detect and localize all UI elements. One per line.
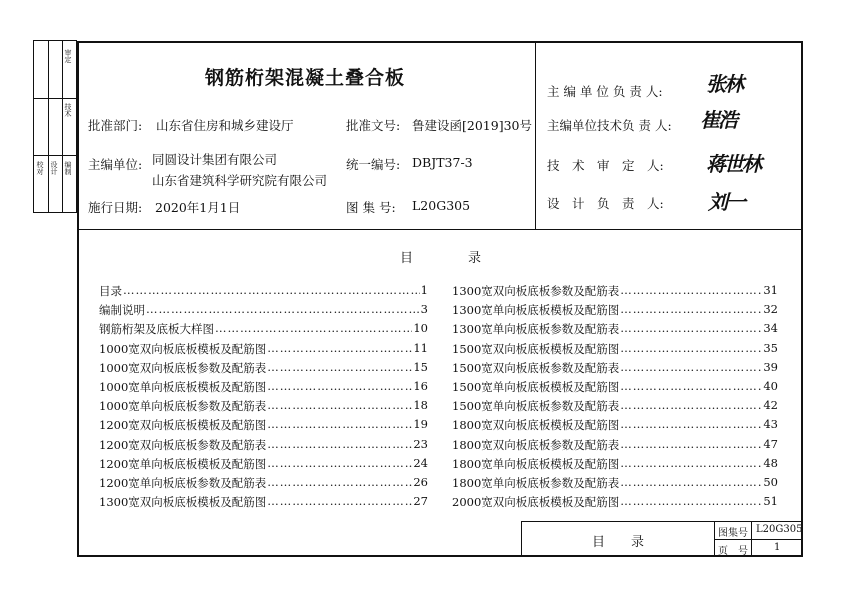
atlas-no-value: L20G305 bbox=[412, 198, 471, 213]
toc-entry-page: 1 bbox=[420, 283, 428, 297]
side-stamp bbox=[33, 40, 77, 213]
toc-entry[interactable] bbox=[452, 417, 778, 433]
atlas-no-label: 图 集 号: bbox=[346, 200, 396, 215]
toc-entry-page: 48 bbox=[763, 455, 778, 470]
side-label-design: 设计 bbox=[50, 161, 58, 175]
signature-design-head: 刘一 bbox=[708, 190, 744, 214]
signature-tech-reviewer: 蒋世林 bbox=[706, 152, 760, 176]
toc-leader-dots bbox=[146, 302, 420, 318]
toc-entry[interactable] bbox=[99, 398, 428, 414]
header-divider bbox=[78, 229, 802, 230]
toc-entry-label: 1200宽双向板底板模板及配筋图 bbox=[99, 418, 267, 433]
toc-leader-dots bbox=[620, 417, 762, 433]
toc-entry[interactable] bbox=[452, 283, 778, 299]
side-label-approve: 审定 bbox=[64, 49, 72, 63]
toc-entry-page: 47 bbox=[763, 436, 778, 451]
toc-entry[interactable] bbox=[99, 283, 428, 299]
toc-entry-page: 32 bbox=[763, 302, 778, 317]
toc-entry[interactable] bbox=[452, 456, 778, 472]
header-split bbox=[535, 42, 536, 229]
toc-leader-dots bbox=[267, 398, 412, 414]
toc-entry[interactable] bbox=[99, 417, 428, 433]
toc-entry-label: 1800宽双向板底板参数及配筋表 bbox=[452, 437, 620, 452]
toc-leader-dots bbox=[267, 379, 412, 395]
toc-leader-dots bbox=[267, 456, 412, 472]
atlas-no-cell-label: 图集号 bbox=[718, 528, 748, 539]
page-no-cell-label: 页 号 bbox=[718, 546, 748, 557]
approval-dept-value: 山东省住房和城乡建设厅 bbox=[156, 118, 294, 133]
toc-entry[interactable] bbox=[99, 341, 428, 357]
toc-entry[interactable] bbox=[99, 321, 428, 337]
impl-date-value: 2020年1月1日 bbox=[155, 200, 241, 215]
toc-entry[interactable] bbox=[452, 360, 778, 376]
unified-no-value: DBJT37-3 bbox=[412, 155, 473, 170]
title-block bbox=[521, 521, 803, 557]
role-chief-editor-head: 主 编 单 位 负 责 人: bbox=[547, 84, 663, 99]
toc-entry-page: 10 bbox=[413, 321, 428, 336]
toc-entry-page: 18 bbox=[413, 398, 428, 413]
toc-entry-label: 1200宽单向板底板参数及配筋表 bbox=[99, 476, 267, 490]
toc-entry-label: 1500宽双向板底板参数及配筋表 bbox=[452, 360, 620, 375]
toc-entry-label: 编制说明 bbox=[99, 303, 145, 318]
role-tech-reviewer: 技 术 审 定 人: bbox=[547, 158, 664, 173]
toc-leader-dots bbox=[620, 456, 762, 472]
side-label-check: 校对 bbox=[36, 161, 44, 175]
toc-entry-label: 1500宽双向板底板模板及配筋图 bbox=[452, 341, 620, 356]
toc-entry[interactable] bbox=[99, 379, 428, 395]
toc-entry-label: 1500宽单向板底板模板及配筋图 bbox=[452, 380, 620, 394]
impl-date-label: 施行日期: bbox=[88, 200, 143, 215]
toc-entry-page: 26 bbox=[413, 475, 428, 489]
unified-no-label: 统一编号: bbox=[346, 157, 401, 172]
toc-entry[interactable] bbox=[99, 475, 428, 491]
toc-entry-page: 19 bbox=[413, 417, 428, 432]
toc-entry-label: 钢筋桁架及底板大样图 bbox=[99, 322, 214, 337]
toc-entry-label: 2000宽双向板底板模板及配筋图 bbox=[452, 495, 620, 510]
approval-doc-label: 批准文号: bbox=[346, 118, 401, 133]
toc-entry-label: 1500宽单向板底板参数及配筋表 bbox=[452, 399, 620, 414]
sheet-title: 目 录 bbox=[592, 535, 645, 550]
toc-entry[interactable] bbox=[452, 475, 778, 491]
toc-entry-page: 11 bbox=[413, 340, 428, 355]
toc-leader-dots bbox=[620, 360, 762, 376]
toc-entry[interactable] bbox=[99, 302, 428, 318]
toc-leader-dots bbox=[267, 494, 412, 510]
signature-tech-head: 崔浩 bbox=[700, 108, 736, 132]
toc-leader-dots bbox=[620, 283, 762, 299]
toc-entry-page: 42 bbox=[763, 398, 778, 413]
toc-entry[interactable] bbox=[452, 302, 778, 318]
side-label-compile: 编制 bbox=[64, 161, 72, 175]
toc-entry-label: 1800宽单向板底板参数及配筋表 bbox=[452, 476, 620, 490]
toc-entry[interactable] bbox=[99, 456, 428, 472]
atlas-no-cell-value: L20G305 bbox=[756, 524, 803, 535]
toc-leader-dots bbox=[267, 437, 412, 453]
toc-entry-page: 43 bbox=[763, 417, 778, 432]
toc-leader-dots bbox=[620, 475, 762, 491]
toc-leader-dots bbox=[620, 302, 762, 318]
toc-leader-dots bbox=[620, 398, 762, 414]
toc-entry-page: 39 bbox=[763, 359, 778, 374]
toc-entry[interactable] bbox=[452, 321, 778, 337]
toc-entry-page: 24 bbox=[413, 455, 428, 470]
toc-entry-page: 51 bbox=[763, 494, 778, 509]
toc-entry-page: 27 bbox=[413, 494, 428, 509]
toc-entry-label: 1000宽单向板底板参数及配筋表 bbox=[99, 399, 267, 414]
toc-leader-dots bbox=[620, 379, 762, 395]
toc-entry-label: 目录 bbox=[99, 284, 122, 298]
toc-entry-page: 31 bbox=[763, 283, 778, 297]
toc-leader-dots bbox=[620, 437, 762, 453]
toc-entry-page: 50 bbox=[763, 475, 778, 489]
toc-entry[interactable] bbox=[99, 437, 428, 453]
approval-dept-label: 批准部门: bbox=[88, 118, 143, 133]
editor-unit-value-1: 同圆设计集团有限公司 bbox=[152, 152, 278, 167]
toc-leader-dots bbox=[123, 283, 420, 299]
toc-leader-dots bbox=[620, 341, 762, 357]
toc-entry-label: 1300宽单向板底板模板及配筋图 bbox=[452, 303, 620, 318]
toc-leader-dots bbox=[620, 321, 762, 337]
toc-entry[interactable] bbox=[99, 360, 428, 376]
toc-leader-dots bbox=[267, 417, 412, 433]
side-label-tech: 技术 bbox=[64, 103, 72, 117]
toc-entry-page: 16 bbox=[413, 379, 428, 393]
document-title: 钢筋桁架混凝土叠合板 bbox=[205, 67, 406, 89]
toc-entry-label: 1300宽双向板底板参数及配筋表 bbox=[452, 284, 620, 298]
toc-entry[interactable] bbox=[99, 494, 428, 510]
editor-unit-value-2: 山东省建筑科学研究院有限公司 bbox=[152, 173, 328, 188]
toc-entry-label: 1800宽单向板底板模板及配筋图 bbox=[452, 456, 620, 471]
toc-entry-label: 1000宽双向板底板模板及配筋图 bbox=[99, 341, 267, 356]
toc-entry-label: 1300宽单向板底板参数及配筋表 bbox=[452, 322, 620, 337]
toc-leader-dots bbox=[620, 494, 762, 510]
page-no-cell-value: 1 bbox=[774, 542, 781, 553]
role-design-head: 设 计 负 责 人: bbox=[547, 196, 664, 211]
toc-heading-1: 目 bbox=[400, 251, 414, 266]
toc-leader-dots bbox=[267, 341, 412, 357]
toc-entry-label: 1800宽双向板底板模板及配筋图 bbox=[452, 418, 620, 433]
toc-leader-dots bbox=[215, 321, 412, 337]
toc-entry-label: 1200宽双向板底板参数及配筋表 bbox=[99, 437, 267, 452]
toc-entry-label: 1000宽单向板底板模板及配筋图 bbox=[99, 380, 267, 394]
toc-entry-page: 34 bbox=[763, 321, 778, 336]
toc-entry-label: 1300宽双向板底板模板及配筋图 bbox=[99, 495, 267, 510]
toc-entry[interactable] bbox=[452, 437, 778, 453]
role-tech-head: 主编单位技术负 责 人: bbox=[547, 118, 672, 133]
toc-entry[interactable] bbox=[452, 494, 778, 510]
toc-leader-dots bbox=[267, 360, 412, 376]
toc-entry-page: 35 bbox=[763, 340, 778, 355]
editor-unit-label: 主编单位: bbox=[88, 157, 143, 172]
toc-entry[interactable] bbox=[452, 379, 778, 395]
signature-chief-editor-head: 张林 bbox=[706, 72, 742, 96]
toc-entry-page: 15 bbox=[413, 359, 428, 374]
toc-entry[interactable] bbox=[452, 341, 778, 357]
toc-entry-label: 1200宽单向板底板模板及配筋图 bbox=[99, 456, 267, 471]
toc-leader-dots bbox=[267, 475, 412, 491]
toc-entry-page: 3 bbox=[420, 302, 428, 317]
toc-entry-page: 23 bbox=[413, 436, 428, 451]
toc-entry-label: 1000宽双向板底板参数及配筋表 bbox=[99, 360, 267, 375]
toc-heading-2: 录 bbox=[468, 251, 482, 266]
toc-entry[interactable] bbox=[452, 398, 778, 414]
toc-entry-page: 40 bbox=[763, 379, 778, 393]
approval-doc-value: 鲁建设函[2019]30号 bbox=[412, 118, 532, 133]
